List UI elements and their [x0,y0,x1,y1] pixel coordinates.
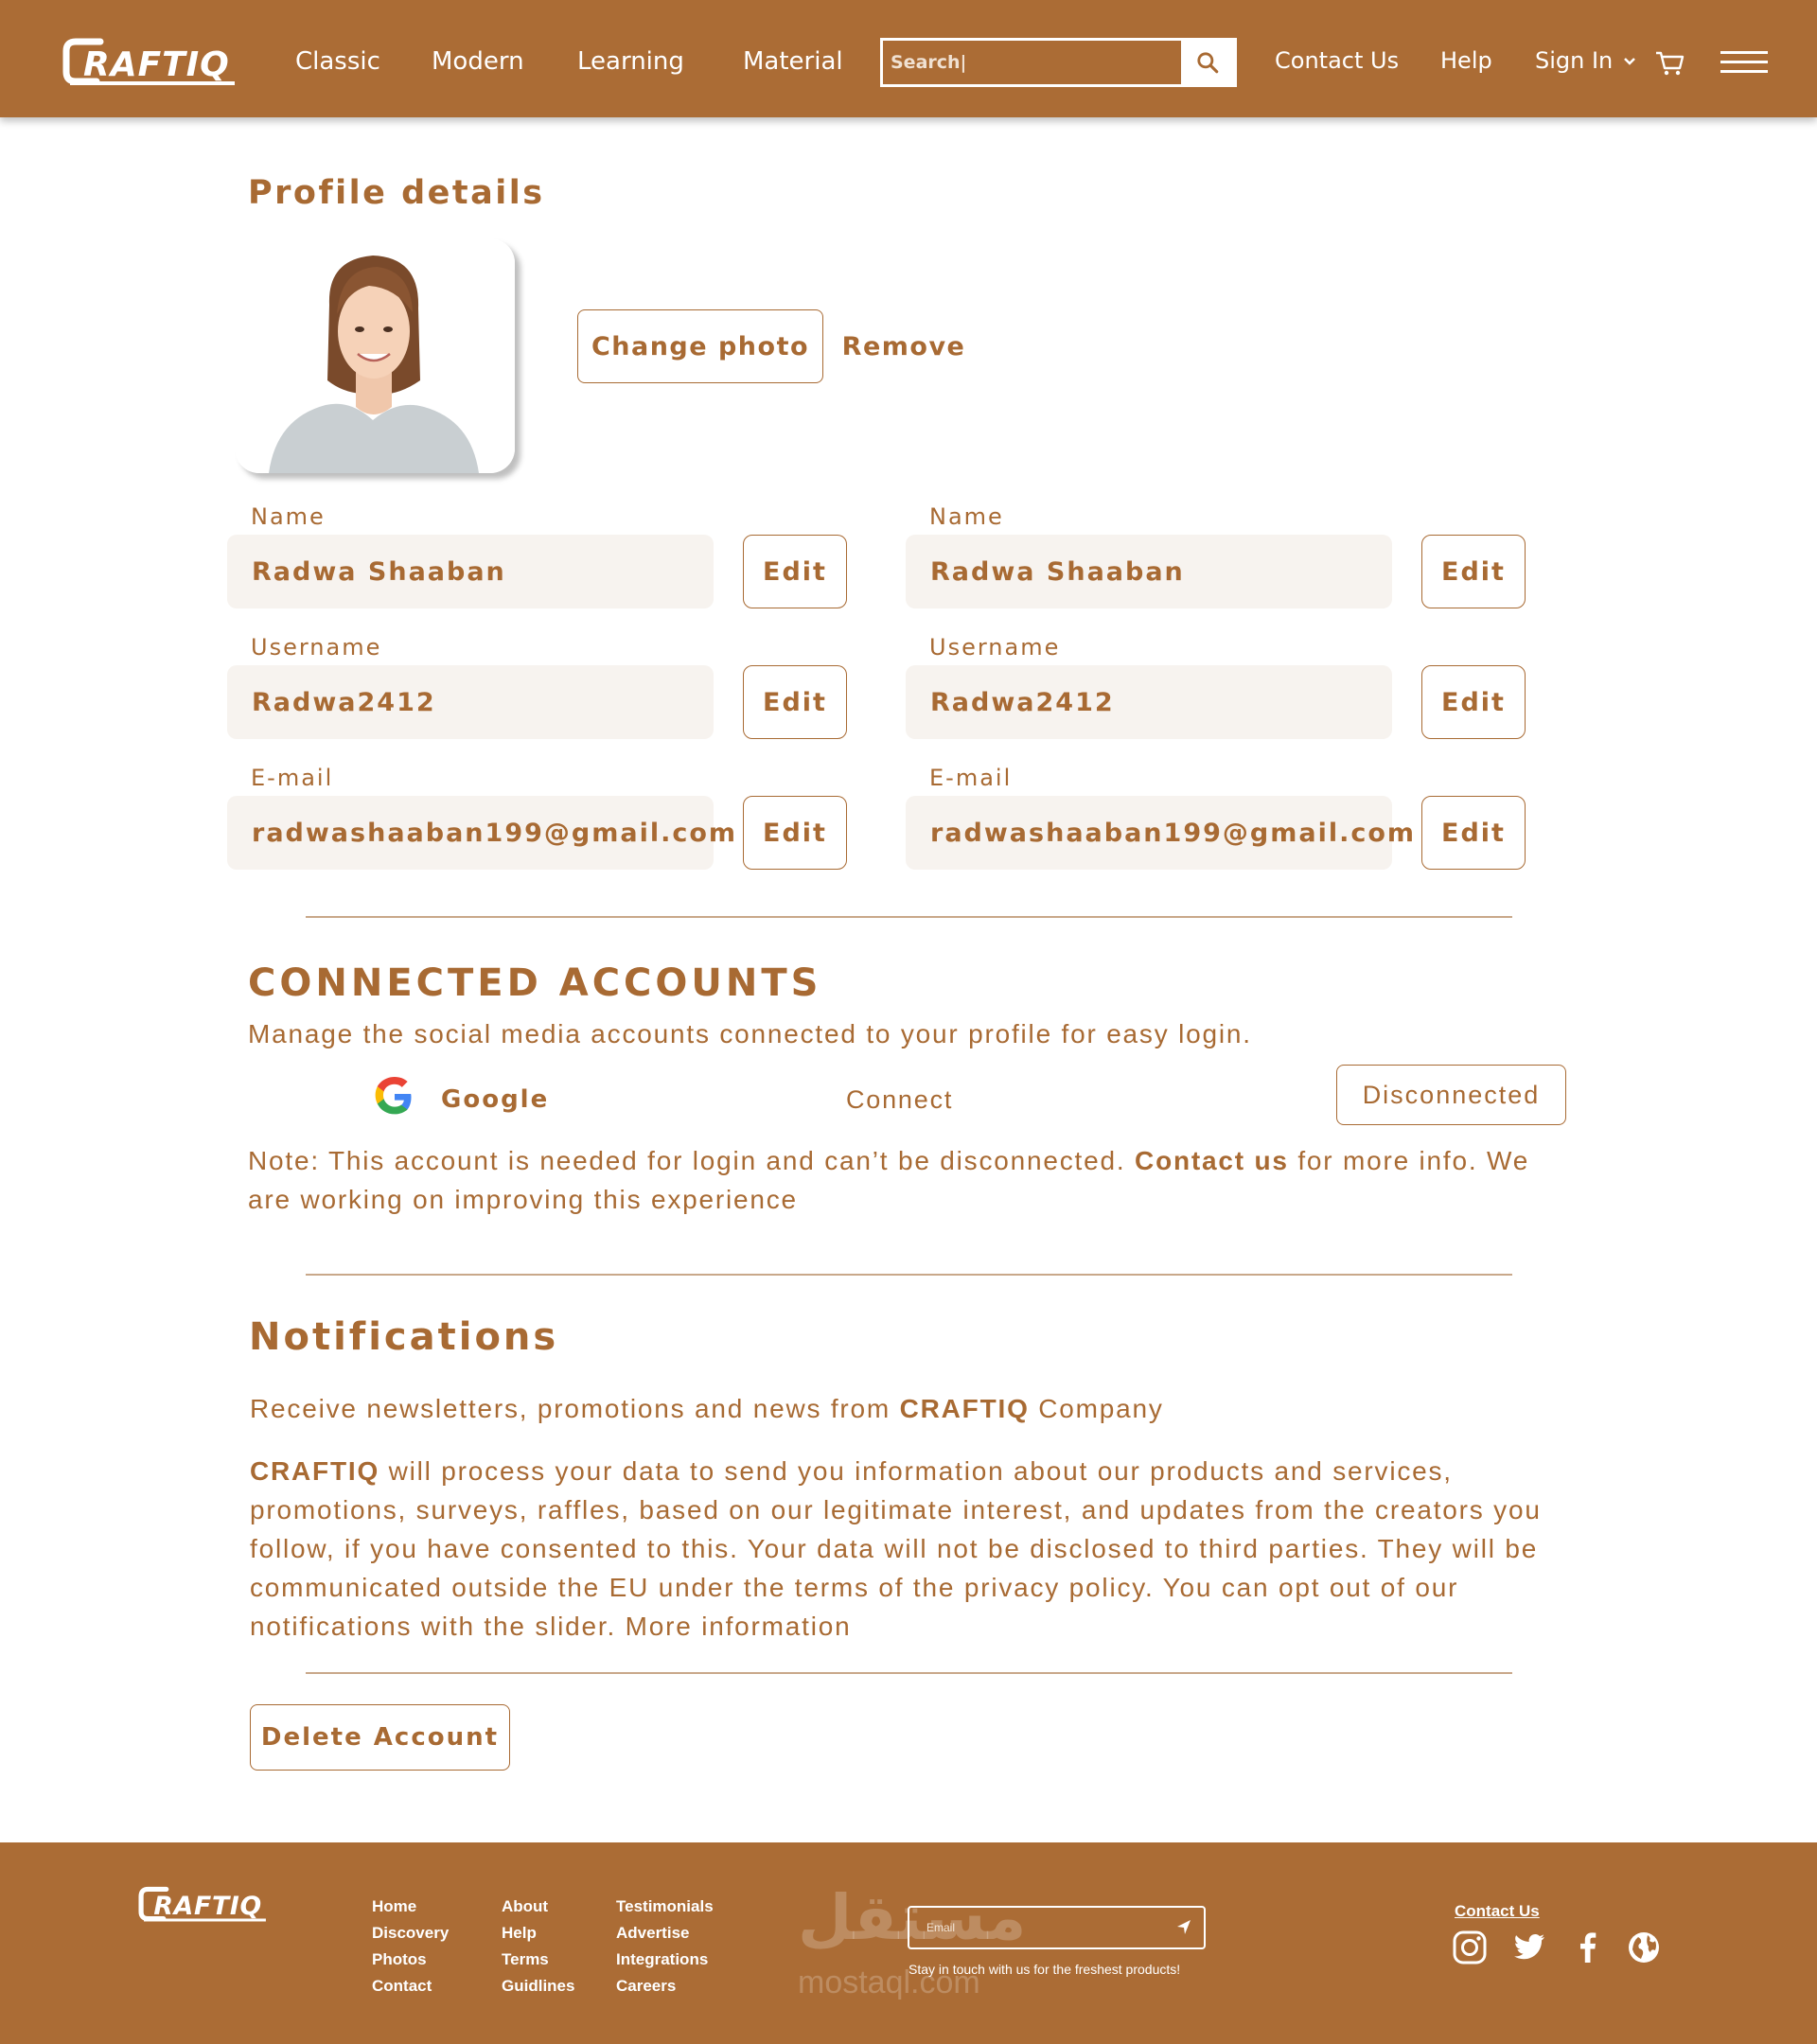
email-label: E-mail [251,765,334,791]
watermark-text: mostaql.com [798,1965,980,2000]
username-field: Radwa2412 [906,665,1392,739]
connected-accounts-title: CONNECTED ACCOUNTS [248,961,822,1005]
footer-logo[interactable] [138,1885,269,1923]
watermark-arabic: مستقل [798,1881,1027,1954]
nav-modern[interactable]: Modern [432,47,524,76]
nav-material[interactable]: Material [743,47,843,76]
connected-accounts-subtitle: Manage the social media accounts connected to your profile for easy login. [248,1019,1252,1048]
sign-in-dropdown[interactable] [1535,47,1636,74]
username-label: Username [251,634,382,661]
edit-email-button[interactable]: Edit [1421,796,1526,870]
hamburger-menu-icon[interactable] [1720,49,1768,76]
connect-link[interactable]: Connect [846,1085,954,1114]
remove-photo-button[interactable]: Remove [841,331,966,361]
help-link[interactable]: Help [1440,47,1492,74]
search-input[interactable] [883,41,1184,84]
facebook-icon[interactable] [1570,1929,1606,1965]
footer-link-integrations[interactable]: Integrations [616,1950,709,1968]
footer-link-advertise[interactable]: Advertise [616,1924,690,1942]
intro-text: Receive newsletters, promotions and news from [250,1394,900,1423]
edit-name-button[interactable]: Edit [1421,535,1526,608]
email-field: radwashaaban199@gmail.com [227,796,714,870]
edit-username-button[interactable]: Edit [1421,665,1526,739]
note-text: Note: This account is needed for login and can’t be disconnected. [248,1146,1136,1175]
email-field: radwashaaban199@gmail.com [906,796,1392,870]
notifications-body [250,1452,1584,1646]
profile-photo [235,238,515,473]
username-label: Username [929,634,1061,661]
newsletter-email-input[interactable] [909,1908,1165,1947]
google-icon [375,1077,415,1117]
name-label: Name [929,503,1004,530]
section-divider [306,1274,1512,1276]
sign-in-label: Sign In [1535,47,1614,74]
footer-link-careers[interactable]: Careers [616,1977,677,1995]
disconnected-button[interactable]: Disconnected [1336,1065,1566,1125]
username-field: Radwa2412 [227,665,714,739]
change-photo-button[interactable]: Change photo [577,309,823,383]
send-arrow-icon[interactable] [1173,1917,1194,1938]
nav-learning[interactable]: Learning [577,47,684,76]
newsletter-tagline: Stay in touch with us for the freshest products! [908,1962,1181,1977]
instagram-icon[interactable] [1452,1929,1488,1965]
section-divider [306,916,1512,918]
intro-text-suffix: Company [1029,1394,1164,1423]
cart-icon[interactable] [1654,49,1685,78]
footer-link-testimonials[interactable]: Testimonials [616,1897,714,1915]
contact-us-inline-link[interactable]: Contact us [1135,1146,1289,1175]
top-navbar [0,0,1817,117]
notifications-intro [250,1389,1164,1428]
brand-name: CRAFTIQ [250,1456,380,1486]
craftiq-logo[interactable] [62,36,238,87]
footer-link-photos[interactable]: Photos [372,1950,427,1968]
contact-us-link[interactable]: Contact Us [1275,47,1400,74]
chevron-down-icon [1623,57,1636,66]
footer-link-home[interactable]: Home [372,1897,417,1915]
svg-text:RAFTIQ: RAFTIQ [153,1892,262,1922]
email-label: E-mail [929,765,1013,791]
notifications-title: Notifications [249,1315,559,1359]
delete-account-button[interactable]: Delete Account [250,1704,510,1771]
svg-text:RAFTIQ: RAFTIQ [83,45,230,84]
newsletter-email [908,1906,1206,1949]
edit-email-button[interactable]: Edit [743,796,847,870]
footer-link-guidlines[interactable]: Guidlines [502,1977,575,1995]
note-text-suffix: for more info. We are working on improving this experience [248,1146,1530,1214]
name-field: Radwa Shaaban [227,535,714,608]
footer-link-about[interactable]: About [502,1897,549,1915]
search-icon [1195,50,1220,75]
name-label: Name [251,503,326,530]
search-bar [880,38,1237,87]
edit-username-button[interactable]: Edit [743,665,847,739]
footer-link-contact[interactable]: Contact [372,1977,432,1995]
footer-link-terms[interactable]: Terms [502,1950,549,1968]
body-text: will process your data to send you information about our products and services, promotions, surveys, raffles, based on our legitimate interest, and updates from the creators you follow, if you have consented to this. Your data will not be disclosed to third parties. They will be communicated outside the EU under the terms of the privacy policy. You can opt out of our notifications with the slider. More information [250,1456,1542,1641]
footer-contact-us-link[interactable]: Contact Us [1455,1902,1540,1920]
section-divider [306,1672,1512,1674]
nav-classic[interactable]: Classic [295,47,380,76]
brand-name: CRAFTIQ [899,1394,1030,1423]
profile-details-title: Profile details [248,174,545,212]
edit-name-button[interactable]: Edit [743,535,847,608]
avatar [235,238,515,473]
footer-link-discovery[interactable]: Discovery [372,1924,450,1942]
search-button[interactable] [1181,41,1234,84]
connected-note [248,1141,1573,1219]
twitter-icon[interactable] [1511,1929,1547,1965]
globe-icon[interactable] [1626,1929,1662,1965]
google-provider-label: Google [441,1085,550,1114]
name-field: Radwa Shaaban [906,535,1392,608]
footer-link-help[interactable]: Help [502,1924,537,1942]
